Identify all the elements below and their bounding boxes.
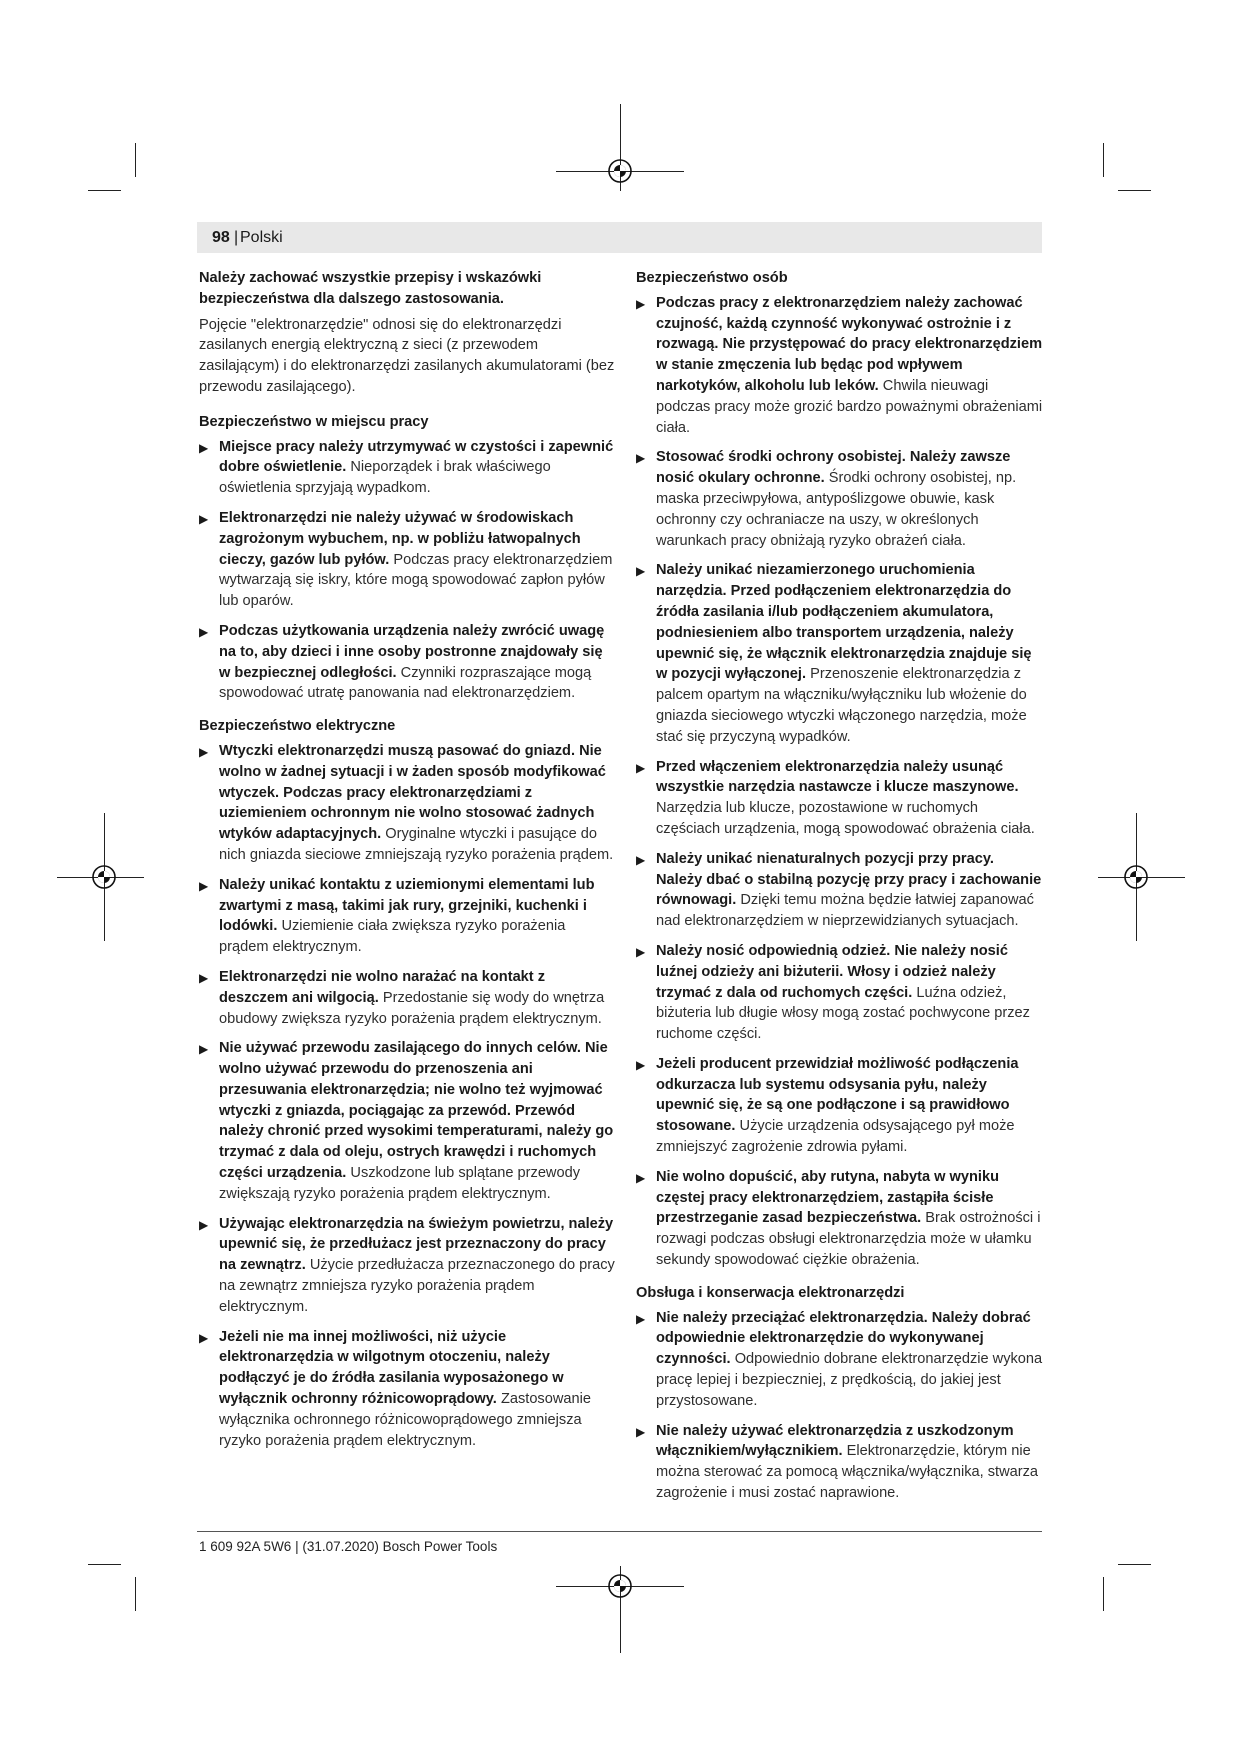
- triangle-right-icon: ▶: [199, 440, 209, 455]
- rule-text: Chwila nieuwagi podczas pracy może grozić bardzo poważnymi obrażeniami ciała.: [656, 377, 1043, 436]
- rule-bold-text: Przed włączeniem elektronarzędzia należy usunąć wszystkie narzędzia nastawcze i klucze maszynowe.: [656, 758, 1019, 796]
- rule-list: [199, 437, 615, 705]
- rule-bold-text: Nie należy przeciążać elektronarzędzia. Należy dobrać odpowiednie elektronarzędzie do wykonywanej czynności.: [656, 1309, 1031, 1368]
- triangle-right-icon: ▶: [636, 852, 646, 867]
- left-column: [199, 268, 615, 1463]
- crop-mark-top-right-h: [1118, 190, 1151, 191]
- rule-text: Dzięki temu można będzie łatwiej zapanować nad elektronarzędziem w nieprzewidzianych sytuacjach.: [656, 892, 1034, 930]
- rule-bold-text: Należy unikać kontaktu z uziemionymi elementami lub zwartymi z masą, takimi jak rury, grzejniki, kuchenki i lodówki.: [219, 876, 595, 935]
- rule-bold-text: Elektronarzędzi nie należy używać w środowiskach zagrożonym wybuchem, np. w pobliżu łatwopalnych cieczy, gazów lub pyłów.: [219, 509, 581, 568]
- triangle-right-icon: ▶: [636, 944, 646, 959]
- rule-text: Uziemienie ciała zwiększa ryzyko porażenia prądem elektrycznym.: [219, 918, 566, 956]
- rule-text: Odpowiednio dobrane elektronarzędzie wykona pracę lepiej i bezpieczniej, z prędkością, do jakiej jest przystosowane.: [656, 1351, 1043, 1409]
- rule-text: Przenoszenie elektronarzędzia z palcem opartym na włączniku/wyłączniku lub włożenie do gniazda sieciowego wtyczki włączonego narzędzia, może stać się przyczyną wypadków.: [656, 666, 1027, 745]
- crop-mark-bottom-right-v: [1103, 1577, 1104, 1611]
- section-title: Bezpieczeństwo w miejscu pracy: [199, 413, 429, 430]
- right-column: [636, 268, 1043, 1516]
- section-title: Obsługa i konserwacja elektronarzędzi: [636, 1284, 905, 1301]
- rule-bold-text: Miejsce pracy należy utrzymywać w czystości i zapewnić dobre oświetlenie.: [219, 438, 614, 476]
- intro-text: Pojęcie "elektronarzędzie" odnosi się do elektronarzędzi zasilanych energią elektryczną z sieci (z przewodem zasilającym) i do elektronarzędzi zasilanych akumulatorami (bez przewodu zasilającego).: [199, 316, 615, 395]
- registration-mark-icon: [607, 1573, 633, 1599]
- triangle-right-icon: ▶: [199, 1330, 209, 1345]
- rule-text: Luźna odzież, biżuteria lub długie włosy mogą zostać pochwycone przez ruchome części.: [656, 984, 1030, 1043]
- triangle-right-icon: ▶: [199, 1217, 209, 1232]
- section-tool-use-care: [636, 1283, 1043, 1504]
- rule-bold-text: Nie należy używać elektronarzędzia z uszkodzonym włącznikiem/wyłącznikiem.: [656, 1422, 1014, 1460]
- section-title: Bezpieczeństwo elektryczne: [199, 718, 396, 735]
- list-item: [636, 1054, 1043, 1158]
- triangle-right-icon: ▶: [636, 1170, 646, 1185]
- rule-list: [636, 293, 1043, 1271]
- triangle-right-icon: ▶: [636, 1424, 646, 1439]
- triangle-right-icon: ▶: [199, 1042, 209, 1057]
- list-item: [636, 1308, 1043, 1412]
- rule-text: Brak ostrożności i rozwagi podczas obsługi elektronarzędzia może w ułamku sekundy spowodować ciężkie obrażenia.: [656, 1210, 1041, 1269]
- rule-bold-text: Należy unikać niezamierzonego uruchomienia narzędzia. Przed podłączeniem elektronarzędzia do źródła zasilania i/lub podłączeniem akumulatora, podniesieniem albo transportem urządzenia, należy upewnić się, że włącznik elektronarzędzia znajduje się w pozycji wyłączonej.: [656, 562, 1032, 683]
- section-title: Bezpieczeństwo osób: [636, 270, 788, 286]
- triangle-right-icon: ▶: [199, 970, 209, 985]
- rule-text: Narzędzia lub klucze, pozostawione w ruchomych częściach urządzenia, mogą spowodować obrażenia ciała.: [656, 800, 1035, 837]
- crop-mark-top-left-h: [88, 190, 121, 191]
- crop-mark-bottom-right-h: [1118, 1564, 1151, 1565]
- registration-mark-icon: [607, 158, 633, 184]
- rule-bold-text: Wtyczki elektronarzędzi muszą pasować do gniazd. Nie wolno w żadnej sytuacji i w żaden sposób modyfikować wtyczek. Podczas pracy elektronarzędziami z uziemieniem ochronnym nie wolno stosować żadnych wtyków adaptacyjnych.: [219, 742, 606, 843]
- triangle-right-icon: ▶: [199, 744, 209, 759]
- rule-text: Nieporządek i brak właściwego oświetlenia sprzyjają wypadkom.: [219, 459, 551, 497]
- list-item: [199, 437, 615, 499]
- footer-rule: [197, 1531, 1042, 1532]
- rule-bold-text: Elektronarzędzi nie wolno narażać na kontakt z deszczem ani wilgocią.: [219, 968, 546, 1006]
- list-item: [636, 447, 1043, 551]
- rule-text: Zastosowanie wyłącznika ochronnego różnicowoprądowego zmniejsza ryzyko porażenia prądem elektrycznym.: [219, 1391, 591, 1449]
- crop-mark-top-left-v: [135, 143, 136, 177]
- rule-text: Użycie urządzenia odsysającego pył może zmniejszyć zagrożenie zdrowia pyłami.: [656, 1118, 1015, 1156]
- section-workplace-safety: [199, 412, 615, 704]
- triangle-right-icon: ▶: [636, 451, 646, 466]
- rule-text: Przedostanie się wody do wnętrza obudowy zwiększa ryzyko porażenia prądem elektrycznym.: [219, 989, 605, 1027]
- section-electrical-safety: [199, 716, 615, 1451]
- rule-list: [199, 741, 615, 1452]
- crop-mark-bottom-left-v: [135, 1577, 136, 1611]
- header-separator: |: [234, 229, 239, 246]
- rule-text: Uszkodzone lub splątane przewody zwiększają ryzyko porażenia prądem elektrycznym.: [219, 1165, 581, 1202]
- list-item: [199, 508, 615, 612]
- rule-text: Elektronarzędzie, którym nie można sterować za pomocą włącznika/wyłącznika, stwarza zagrożenie i musi zostać naprawione.: [656, 1443, 1039, 1502]
- rule-bold-text: Należy unikać nienaturalnych pozycji przy pracy. Należy dbać o stabilną pozycję przy pracy i zachowanie równowagi.: [656, 850, 1042, 909]
- triangle-right-icon: ▶: [199, 511, 209, 526]
- triangle-right-icon: ▶: [636, 1311, 646, 1326]
- rule-list: [636, 1308, 1043, 1504]
- rule-text: Oryginalne wtyczki i pasujące do nich gniazda sieciowe zmniejszają ryzyko porażenia prądem.: [219, 826, 614, 863]
- rule-text: Podczas pracy elektronarzędziem wytwarzają się iskry, które mogą spowodować zapłon pyłów lub oparów.: [219, 551, 613, 610]
- rule-bold-text: Nie wolno dopuścić, aby rutyna, nabyta w wyniku częstej pracy elektronarzędziem, zastąpiła ścisłe przestrzeganie zasad bezpieczeństwa.: [656, 1168, 1000, 1227]
- list-item: [199, 621, 615, 704]
- triangle-right-icon: ▶: [636, 1057, 646, 1072]
- list-item: [199, 1214, 615, 1318]
- triangle-right-icon: ▶: [636, 760, 646, 775]
- rule-bold-text: Stosować środki ochrony osobistej. Należy zawsze nosić okulary ochronne.: [656, 449, 1011, 487]
- list-item: [636, 1167, 1043, 1271]
- rule-bold-text: Jeżeli nie ma innej możliwości, niż użycie elektronarzędzia w wilgotnym otoczeniu, należy podłączyć je do źródła zasilania wyposażonego w wyłącznik ochronny różnicowoprądowy.: [219, 1328, 564, 1408]
- rule-text: Środki ochrony osobistej, np. maska przeciwpyłowa, antypoślizgowe obuwie, kask ochronny czy ochraniacze na uszy, w określonych warunkach pracy obniżają ryzyko obrażeń ciała.: [656, 470, 1017, 549]
- list-item: [636, 849, 1043, 932]
- list-item: [199, 1038, 615, 1204]
- registration-mark-icon: [91, 864, 117, 890]
- triangle-right-icon: ▶: [199, 624, 209, 639]
- list-item: [199, 875, 615, 958]
- list-item: [636, 757, 1043, 840]
- rule-bold-text: Należy nosić odpowiednią odzież. Nie należy nosić luźnej odzieży ani biżuterii. Włosy i odzież należy trzymać z dala od ruchomych części.: [656, 942, 1008, 1001]
- list-item: [636, 560, 1043, 747]
- intro-bold-text: Należy zachować wszystkie przepisy i wskazówki bezpieczeństwa dla dalszego zastosowania.: [199, 270, 542, 307]
- list-item: [636, 293, 1043, 439]
- rule-bold-text: Nie używać przewodu zasilającego do innych celów. Nie wolno używać przewodu do przenoszenia ani przesuwania elektronarzędzia; nie wolno też wyjmować wtyczki z gniazda, pociągając za przewód. Przewód należy chronić przed wysokimi temperaturami, należy go trzymać z dala od oleju, ostrych krawędzi i ruchomych części urządzenia.: [219, 1040, 614, 1182]
- list-item: [636, 1421, 1043, 1504]
- registration-mark-icon: [1123, 864, 1149, 890]
- rule-text: Czynniki rozpraszające mogą spowodować utratę panowania nad elektronarzędziem.: [219, 664, 592, 702]
- list-item: [199, 741, 615, 866]
- rule-bold-text: Podczas użytkowania urządzenia należy zwrócić uwagę na to, aby dzieci i inne osoby postronne znajdowały się w bezpiecznej odległości.: [219, 622, 605, 681]
- header-language: Polski: [240, 229, 283, 246]
- list-item: [199, 1327, 615, 1452]
- footer-text: 1 609 92A 5W6 | (31.07.2020) Bosch Power Tools: [199, 1539, 498, 1554]
- page-header-bar: [197, 222, 1042, 253]
- list-item: [199, 967, 615, 1029]
- rule-bold-text: Używając elektronarzędzia na świeżym powietrzu, należy upewnić się, że przedłużacz jest przeznaczony do pracy na zewnątrz.: [219, 1215, 614, 1274]
- triangle-right-icon: ▶: [199, 878, 209, 893]
- page-number: 98: [212, 229, 230, 246]
- crop-mark-top-right-v: [1103, 143, 1104, 177]
- rule-bold-text: Podczas pracy z elektronarzędziem należy zachować czujność, każdą czynność wykonywać ostrożnie i z rozwagą. Nie przystępować do pracy elektronarzędziem w stanie zmęczenia lub będąc pod wpływem narkotyków, alkoholu lub leków.: [656, 294, 1043, 394]
- triangle-right-icon: ▶: [636, 564, 646, 579]
- section-personal-safety: [636, 268, 1043, 1271]
- rule-text: Użycie przedłużacza przeznaczonego do pracy na zewnątrz zmniejsza ryzyko porażenia prądem elektrycznym.: [219, 1257, 615, 1315]
- list-item: [636, 941, 1043, 1045]
- crop-mark-bottom-left-h: [88, 1564, 121, 1565]
- rule-bold-text: Jeżeli producent przewidział możliwość podłączenia odkurzacza lub systemu odsysania pyłu, należy upewnić się, że są one podłączone i są prawidłowo stosowane.: [656, 1055, 1019, 1135]
- triangle-right-icon: ▶: [636, 296, 646, 311]
